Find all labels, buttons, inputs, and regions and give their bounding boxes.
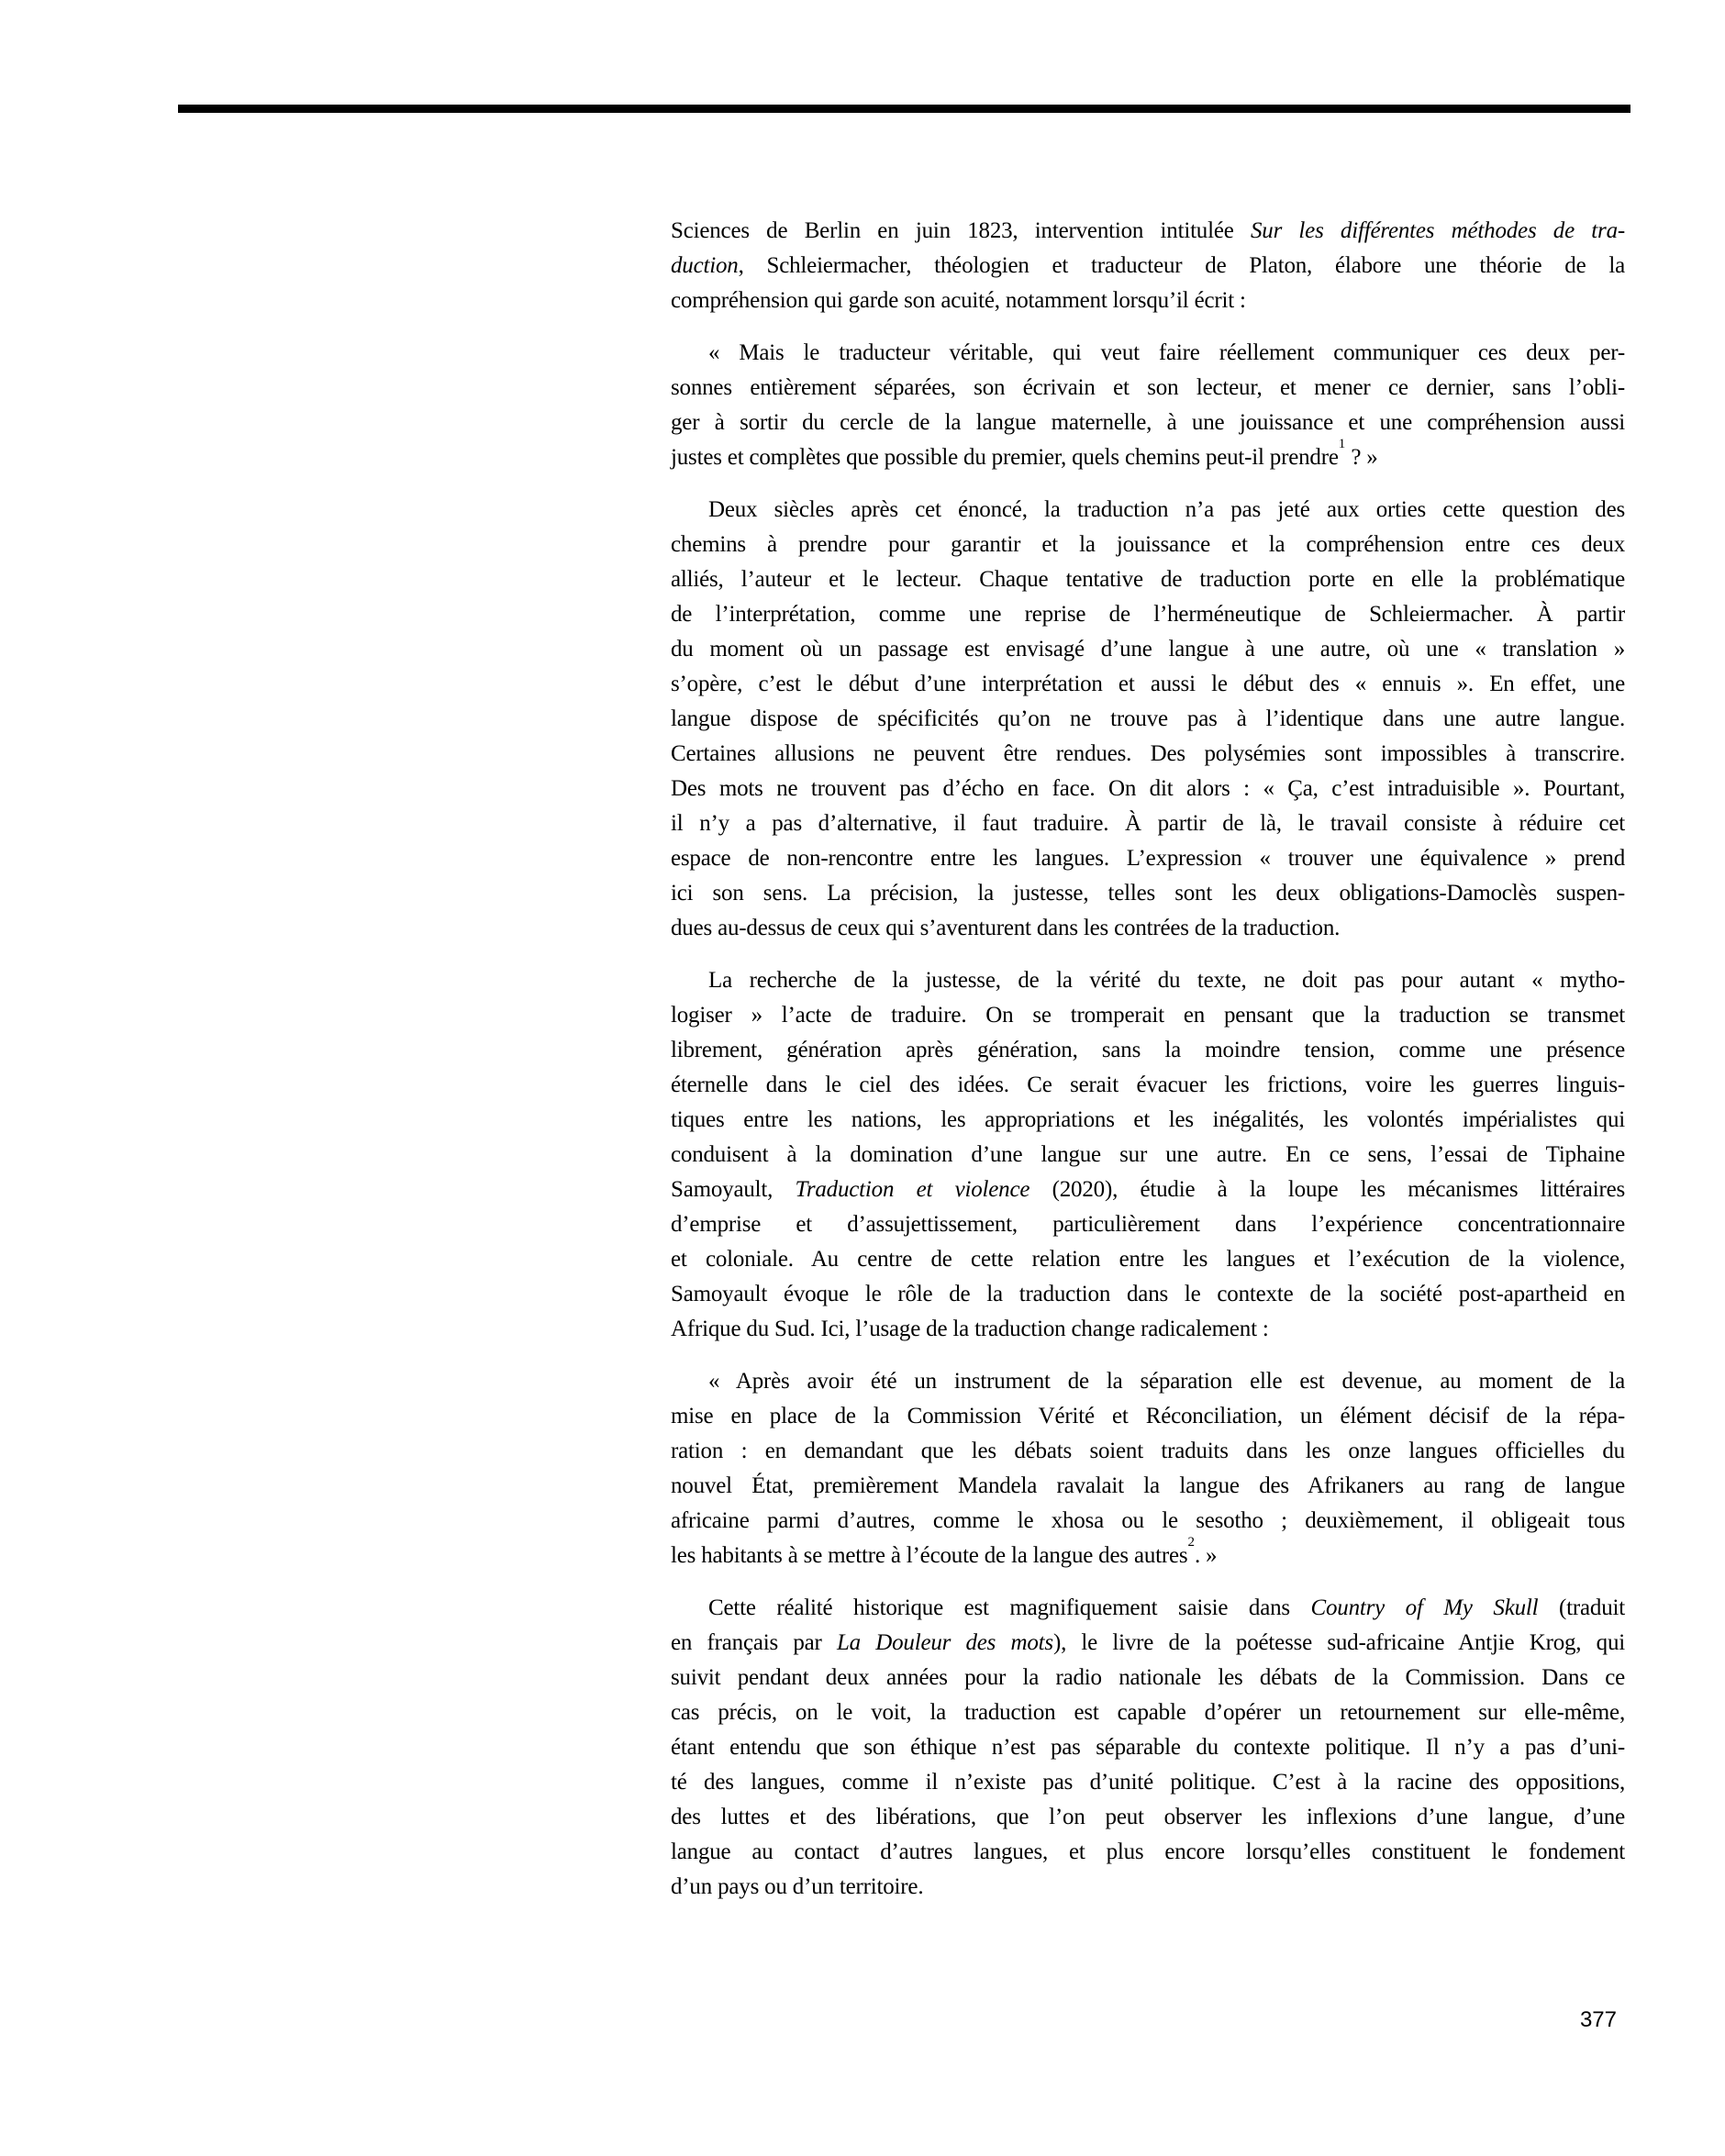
text-line [671,1312,1625,1347]
text-run: ration : en demandant que les débats soient traduits dans les onze langues officielles du [671,1439,1625,1463]
text-run: en français par [671,1630,837,1655]
text-line [671,737,1625,772]
text-run: étant entendu que son éthique n’est pas séparable du contexte politique. Il n’y a pas d’uni- [671,1735,1625,1760]
text-line [671,562,1625,597]
text-line [671,1469,1625,1504]
text-line [671,436,1625,475]
text-run: les habitants à se mettre à l’écoute de la langue des autres [671,1543,1188,1568]
text-line [671,1730,1625,1765]
paragraph [671,493,1625,946]
footnote-ref: 2 [1187,1534,1195,1550]
text-run: chemins à prendre pour garantir et la jouissance et la compréhension entre ces deux [671,532,1625,557]
italic-text: Country of My Skull [1310,1595,1539,1620]
text-run: Sciences de Berlin en juin 1823, intervention intitulée [671,218,1251,243]
text-line [671,493,1625,528]
text-line [671,1172,1625,1207]
top-rule [178,105,1630,113]
italic-text: Sur les différentes méthodes de tra- [1250,218,1626,243]
text-run: Deux siècles après cet énoncé, la traduction n’a pas jeté aux orties cette question des [708,497,1625,522]
text-line [671,1765,1625,1800]
paragraph [671,963,1625,1347]
paragraph [671,1591,1625,1905]
text-line [671,1870,1625,1905]
footnote-ref: 1 [1338,436,1346,451]
text-run: mise en place de la Commission Vérité et Réconciliation, un élément décisif de la répa- [671,1404,1625,1428]
text-line [671,1695,1625,1730]
italic-text: duction [671,253,739,278]
text-line [671,772,1625,806]
text-line [671,1364,1625,1399]
text-line [671,876,1625,911]
text-line [671,667,1625,702]
text-run: compréhension qui garde son acuité, notamment lorsqu’il écrit : [671,288,1246,313]
text-run: de l’interprétation, comme une reprise de l’herméneutique de Schleiermacher. À partir [671,602,1625,627]
text-line [671,406,1625,440]
text-run: . » [1194,1543,1218,1568]
text-run: cas précis, on le voit, la traduction est capable d’opérer un retournement sur elle-même, [671,1700,1625,1725]
text-run: justes et complètes que possible du premier, quels chemins peut-il prendre [671,445,1339,470]
text-line [671,214,1625,249]
text-line [671,1399,1625,1434]
text-line [671,1534,1625,1573]
text-line [671,998,1625,1033]
text-run: (traduit [1538,1595,1625,1620]
text-run: d’un pays ou d’un territoire. [671,1874,924,1899]
italic-text: Traduction et violence [795,1177,1030,1202]
text-run: logiser » l’acte de traduire. On se tromperait en pensant que la traduction se transmet [671,1003,1625,1028]
text-run: Afrique du Sud. Ici, l’usage de la traduction change radicalement : [671,1317,1269,1341]
paragraph [671,1364,1625,1573]
text-run: s’opère, c’est le début d’une interprétation et aussi le début des « ennuis ». En effet, une [671,672,1625,696]
text-line [671,1434,1625,1469]
text-line [671,1242,1625,1277]
text-run: des luttes et des libérations, que l’on peut observer les inflexions d’une langue, d’une [671,1805,1625,1829]
text-line [671,806,1625,841]
text-line [671,336,1625,371]
page-number: 377 [1579,2007,1617,2032]
text-line [671,597,1625,632]
text-line [671,1626,1625,1661]
text-run: dues au-dessus de ceux qui s’aventurent dans les contrées de la traduction. [671,916,1341,940]
text-run: librement, génération après génération, sans la moindre tension, comme une présence [671,1038,1625,1062]
text-run: Des mots ne trouvent pas d’écho en face. On dit alors : « Ça, c’est intraduisible ». Pourtant, [671,776,1625,801]
text-line [671,249,1625,283]
text-line [671,632,1625,667]
text-run: il n’y a pas d’alternative, il faut traduire. À partir de là, le travail consiste à réduire cet [671,811,1625,836]
text-run: Samoyault, [671,1177,796,1202]
text-run: tiques entre les nations, les appropriations et les inégalités, les volontés impérialistes qui [671,1107,1625,1132]
text-run: conduisent à la domination d’une langue sur une autre. En ce sens, l’essai de Tiphaine [671,1142,1625,1167]
text-run: espace de non-rencontre entre les langues. L’expression « trouver une équivalence » prend [671,846,1625,871]
text-line [671,1661,1625,1695]
text-line [671,1504,1625,1539]
text-run: suivit pendant deux années pour la radio nationale les débats de la Commission. Dans ce [671,1665,1625,1690]
text-run: langue dispose de spécificités qu’on ne trouve pas à l’identique dans une autre langue. [671,706,1625,731]
text-run: africaine parmi d’autres, comme le xhosa ou le sesotho ; deuxièmement, il obligeait tous [671,1508,1625,1533]
paragraph [671,336,1625,475]
text-run: éternelle dans le ciel des idées. Ce serait évacuer les frictions, voire les guerres linguis- [671,1072,1625,1097]
text-run: nouvel État, premièrement Mandela ravalait la langue des Afrikaners au rang de langue [671,1473,1625,1498]
text-run: sonnes entièrement séparées, son écrivain et son lecteur, et mener ce dernier, sans l’obli- [671,375,1625,400]
text-run: du moment où un passage est envisagé d’une langue à une autre, où une « translation » [671,637,1625,661]
text-line [671,283,1625,318]
text-run: té des langues, comme il n’existe pas d’unité politique. C’est à la racine des oppositions, [671,1770,1625,1795]
text-line [671,1277,1625,1312]
text-line [671,1103,1625,1138]
text-line [671,1068,1625,1103]
text-line [671,1835,1625,1870]
text-run: , Schleiermacher, théologien et traducteur de Platon, élabore une théorie de la [738,253,1625,278]
text-run: ), le livre de la poétesse sud-africaine Antjie Krog, qui [1052,1630,1626,1655]
text-line [671,963,1625,998]
text-line [671,371,1625,406]
text-line [671,702,1625,737]
text-line [671,1033,1625,1068]
text-run: « Mais le traducteur véritable, qui veut faire réellement communiquer ces deux per- [708,340,1625,365]
text-run: Certaines allusions ne peuvent être rendues. Des polysémies sont impossibles à transcrire. [671,741,1625,766]
text-run: alliés, l’auteur et le lecteur. Chaque tentative de traduction porte en elle la problématique [671,567,1625,592]
text-line [671,911,1625,946]
text-run: d’emprise et d’assujettissement, particulièrement dans l’expérience concentrationnaire [671,1212,1625,1237]
text-line [671,1591,1625,1626]
text-run: La recherche de la justesse, de la vérité du texte, ne doit pas pour autant « mytho- [708,968,1625,993]
text-run: et coloniale. Au centre de cette relation entre les langues et l’exécution de la violence, [671,1247,1625,1272]
text-line [671,1207,1625,1242]
text-run: ici son sens. La précision, la justesse, telles sont les deux obligations-Damoclès suspen- [671,881,1625,906]
text-run: Samoyault évoque le rôle de la traduction dans le contexte de la société post-apartheid en [671,1282,1625,1306]
text-run: ? » [1345,445,1378,470]
text-line [671,1138,1625,1172]
text-run: (2020), étudie à la loupe les mécanismes littéraires [1029,1177,1626,1202]
text-run: ger à sortir du cercle de la langue maternelle, à une jouissance et une compréhension aussi [671,410,1625,435]
text-line [671,1800,1625,1835]
paragraph [671,214,1625,318]
text-run: langue au contact d’autres langues, et plus encore lorsqu’elles constituent le fondement [671,1839,1625,1864]
text-line [671,528,1625,562]
text-line [671,841,1625,876]
text-run: « Après avoir été un instrument de la séparation elle est devenue, au moment de la [708,1369,1625,1394]
body-text [671,214,1625,1905]
italic-text: La Douleur des mots [836,1630,1053,1655]
text-run: Cette réalité historique est magnifiquement saisie dans [708,1595,1311,1620]
